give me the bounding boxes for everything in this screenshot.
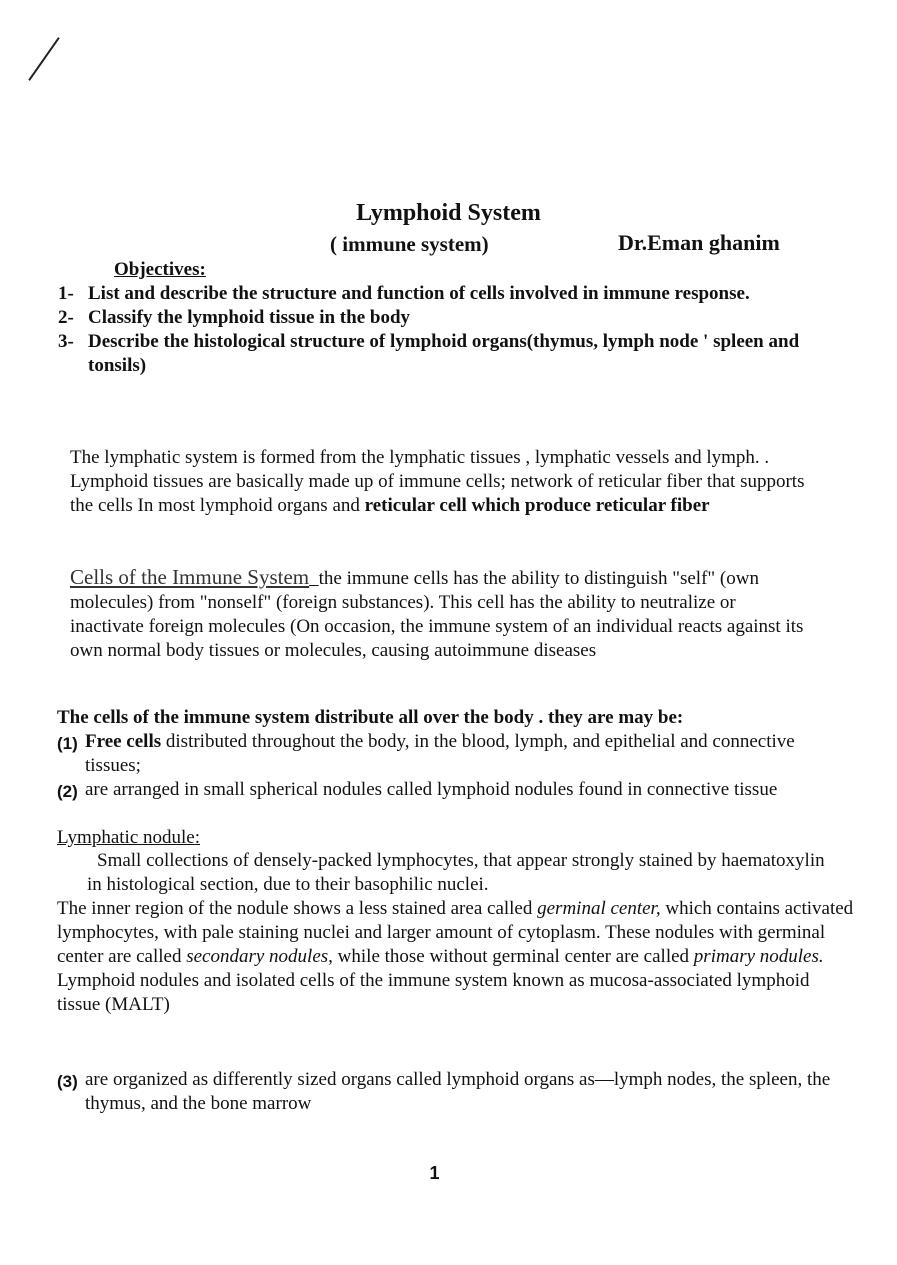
page-subtitle: ( immune system) xyxy=(330,232,489,256)
objective-text: Classify the lymphoid tissue in the body xyxy=(88,307,411,328)
page-number: 1 xyxy=(429,1163,440,1183)
nodule-paragraph: Small collections of densely-packed lymphocytes, that appear strongly stained by haematoxylin in histological section, due to their basophilic nuclei. xyxy=(87,850,825,895)
cells-text: the immune cells has the ability to distinguish "self" (own molecules) from "nonself" (foreign substances). This cell has the ability to neutralize or inactivate foreign molecules (On occasion, the immune system of an individual reacts against its own normal body tissues or molecules, causing autoimmune diseases xyxy=(70,568,804,661)
list-item xyxy=(57,778,847,804)
germinal-section xyxy=(57,897,857,1017)
page-title: Lymphoid System xyxy=(356,200,541,226)
objectives-heading: Objectives: xyxy=(114,259,206,280)
intro-bold-text: reticular cell which produce reticular fiber xyxy=(364,495,710,516)
germinal-text-a: The inner region of the nodule shows a less stained area called xyxy=(57,898,538,919)
item-number: (2) xyxy=(57,782,78,801)
organs-section xyxy=(57,1068,847,1116)
distribution-heading: The cells of the immune system distribute all over the body . they are may be: xyxy=(57,707,684,728)
distribution-section xyxy=(57,706,847,804)
item-number: (3) xyxy=(57,1072,78,1091)
primary-nodules-term: primary nodules. xyxy=(693,946,824,967)
intro-paragraph xyxy=(70,446,810,518)
objective-number: 2- xyxy=(58,307,74,328)
germinal-paragraph xyxy=(57,897,857,969)
secondary-nodules-term: secondary nodules, xyxy=(186,946,333,967)
author-name: Dr.Eman ghanim xyxy=(618,230,780,255)
intro-text: The lymphatic system is formed from the lymphatic tissues , lymphatic vessels and lymph. . Lymphoid tissues are basically made up of immune cells; network of reticular fiber that supports the cells In most lymphoid organs and xyxy=(70,447,805,516)
objective-item xyxy=(58,282,818,306)
cells-heading: Cells of the Immune System xyxy=(70,565,310,589)
item-text: distributed throughout the body, in the blood, lymph, and epithelial and connective tissues; xyxy=(85,731,795,776)
objectives-list xyxy=(58,282,818,378)
pen-slash-mark xyxy=(28,37,59,81)
item-number: (1) xyxy=(57,734,78,753)
objective-item xyxy=(58,306,818,330)
item-text: are organized as differently sized organs called lymphoid organs as—lymph nodes, the spleen, the thymus, and the bone marrow xyxy=(85,1069,831,1114)
item-bold-text: Free cells xyxy=(85,731,162,752)
objective-text: Describe the histological structure of lymphoid organs(thymus, lymph node ' spleen and tonsils) xyxy=(88,331,800,376)
cells-paragraph xyxy=(70,565,810,663)
germinal-text-c: while those without germinal center are called xyxy=(332,946,694,967)
nodule-heading: Lymphatic nodule: xyxy=(57,827,201,848)
germinal-center-term: germinal center, xyxy=(537,898,661,919)
germinal-text-b: which contains activated lymphocytes, with pale staining nuclei and larger amount of cytoplasm. These nodules with germinal center are called xyxy=(57,898,854,967)
malt-paragraph: Lymphoid nodules and isolated cells of the immune system known as mucosa-associated lymphoid tissue (MALT) xyxy=(57,970,810,1015)
objective-number: 1- xyxy=(58,283,74,304)
objective-text: List and describe the structure and function of cells involved in immune response. xyxy=(88,283,750,304)
objective-item xyxy=(58,330,818,378)
objective-number: 3- xyxy=(58,331,74,352)
item-text: are arranged in small spherical nodules called lymphoid nodules found in connective tissue xyxy=(85,779,778,800)
list-item xyxy=(57,730,847,778)
list-item xyxy=(57,1068,847,1116)
